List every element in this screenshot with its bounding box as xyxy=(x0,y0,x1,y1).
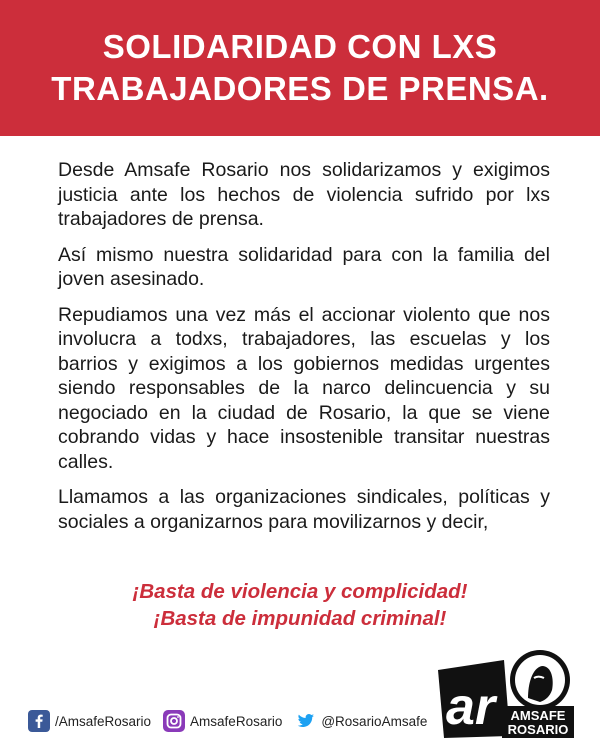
twitter-handle: @RosarioAmsafe xyxy=(321,713,428,729)
slogans xyxy=(40,578,560,632)
slogan-1: ¡Basta de violencia y complicidad! xyxy=(132,580,468,603)
instagram-icon xyxy=(163,710,185,732)
logo-line-1: AMSAFE xyxy=(510,708,566,723)
facebook-handle: /AmsafeRosario xyxy=(55,713,152,729)
paragraph-2: Así mismo nuestra solidaridad para con la familia del joven asesinado. xyxy=(58,243,550,290)
logo-mark: ar xyxy=(446,678,496,736)
header-title-line-1: SOLIDARIDAD CON LXS xyxy=(102,28,498,65)
social-footer xyxy=(28,706,427,736)
amsafe-rosario-logo xyxy=(436,640,576,740)
facebook-icon xyxy=(28,710,50,732)
twitter-link[interactable] xyxy=(294,710,427,732)
instagram-handle: AmsafeRosario xyxy=(190,713,283,729)
header-banner xyxy=(0,0,600,136)
logo-line-2: ROSARIO xyxy=(507,722,569,737)
twitter-icon xyxy=(294,710,316,732)
instagram-link[interactable] xyxy=(163,710,282,732)
statement-body xyxy=(58,158,550,545)
slogan-2: ¡Basta de impunidad criminal! xyxy=(153,607,447,630)
paragraph-4: Llamamos a las organizaciones sindicales, políticas y sociales a organizarnos para movilizarnos y decir, xyxy=(58,486,550,533)
paragraph-3: Repudiamos una vez más el accionar violento que nos involucra a todxs, trabajadores, las escuelas y los barrios y exigimos a los gobiernos medidas urgentes siendo responsables de la narco delincuencia y su negociado en la ciudad de Rosario, la que se viene cobrando vidas y hace insostenible transitar nuestras calles. xyxy=(58,303,550,473)
paragraph-1: Desde Amsafe Rosario nos solidarizamos y exigimos justicia ante los hechos de violencia sufrido por lxs trabajadores de prensa. xyxy=(58,159,550,230)
facebook-link[interactable] xyxy=(28,710,151,732)
amsafe-logo-graphic xyxy=(436,640,576,740)
header-title-line-2: TRABAJADORES DE PRENSA. xyxy=(51,70,549,107)
